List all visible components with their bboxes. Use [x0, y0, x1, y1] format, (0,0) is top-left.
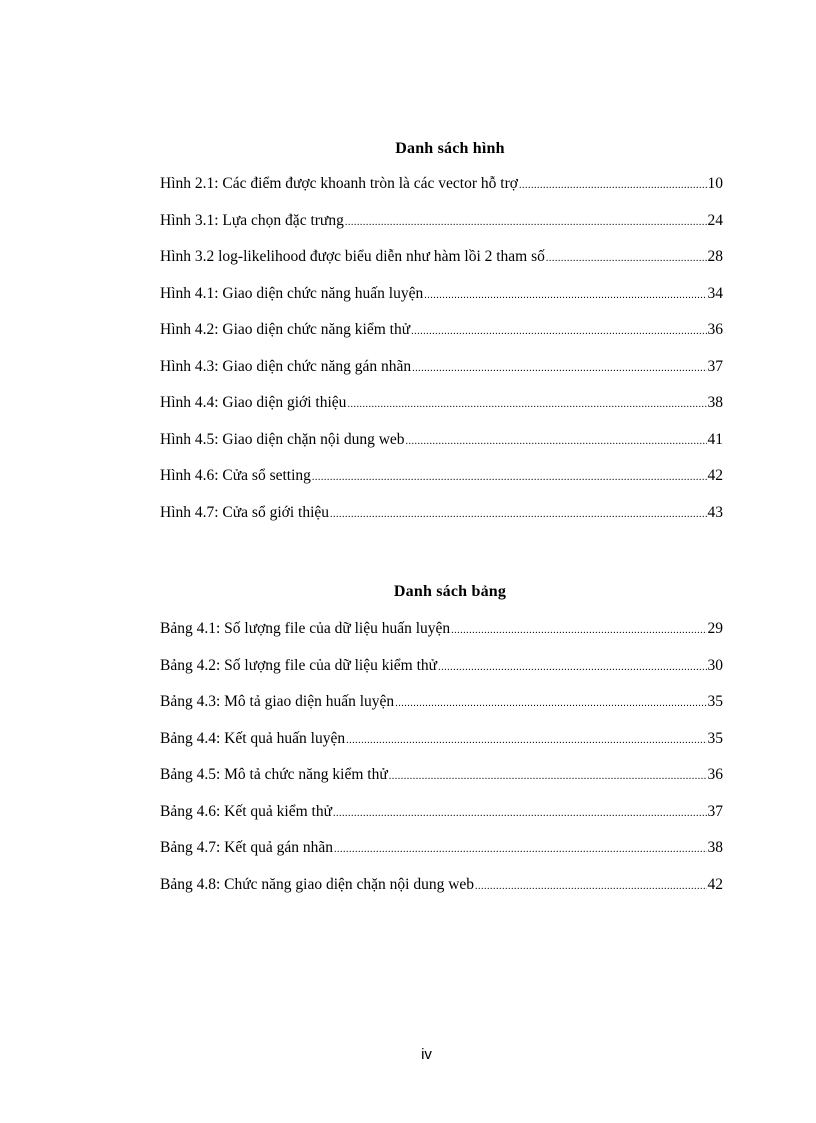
dot-leader — [412, 363, 706, 374]
entry-page: 43 — [707, 503, 723, 521]
entry-page: 37 — [707, 357, 723, 375]
dot-leader — [333, 808, 707, 819]
entry-page: 35 — [707, 729, 723, 747]
table-entry — [160, 693, 723, 730]
figure-entry — [160, 321, 723, 358]
entry-label: Hình 4.3: Giao diện chức năng gán nhãn — [160, 357, 412, 375]
dot-leader — [334, 844, 706, 855]
dot-leader — [451, 625, 706, 636]
entry-page: 29 — [707, 620, 723, 637]
entry-label: Hình 4.4: Giao diện giới thiệu — [160, 394, 347, 411]
entry-page: 38 — [707, 839, 723, 856]
entry-page: 28 — [707, 248, 723, 265]
entry-label: Bảng 4.2: Số lượng file của dữ liệu kiểm thử — [160, 656, 438, 674]
dot-leader — [546, 253, 707, 264]
figure-entry — [160, 431, 723, 468]
entry-label: Hình 4.7: Cửa sổ giới thiệu — [160, 503, 330, 521]
figure-entry — [160, 467, 723, 504]
table-entry — [160, 876, 723, 913]
entry-page: 30 — [707, 656, 723, 674]
dot-leader — [424, 290, 706, 301]
entry-page: 37 — [707, 802, 723, 820]
tables-list-title: Danh sách bảng — [393, 583, 507, 600]
dot-leader — [346, 735, 706, 746]
table-entry — [160, 766, 723, 803]
entry-label: Hình 4.2: Giao diện chức năng kiểm thử — [160, 321, 411, 338]
entry-label: Bảng 4.3: Mô tả giao diện huấn luyện — [160, 693, 395, 710]
entry-label: Bảng 4.1: Số lượng file của dữ liệu huấn luyện — [160, 620, 451, 637]
dot-leader — [345, 217, 707, 228]
figure-entry — [160, 358, 723, 395]
figures-list-title: Danh sách hình — [395, 140, 505, 157]
entry-page: 41 — [707, 430, 723, 448]
figure-entry — [160, 248, 723, 285]
dot-leader — [330, 509, 706, 520]
entry-label: Hình 4.6: Cửa sổ setting — [160, 467, 311, 484]
figure-entry — [160, 212, 723, 249]
entry-page: 36 — [707, 766, 723, 783]
entry-page: 42 — [707, 875, 723, 893]
table-entry — [160, 730, 723, 767]
entry-page: 42 — [707, 467, 723, 484]
table-entry — [160, 803, 723, 840]
figure-entry — [160, 285, 723, 322]
dot-leader — [389, 771, 707, 782]
entry-label: Bảng 4.5: Mô tả chức năng kiểm thử — [160, 766, 388, 783]
figure-entry — [160, 394, 723, 431]
entry-label: Hình 3.2 log-likelihood được biểu diễn như hàm lồi 2 tham số — [160, 248, 545, 265]
table-entry — [160, 839, 723, 876]
dot-leader — [475, 881, 706, 892]
figures-list — [160, 175, 723, 540]
dot-leader — [312, 472, 707, 483]
entry-label: Bảng 4.6: Kết quả kiểm thử — [160, 802, 332, 820]
entry-label: Bảng 4.4: Kết quả huấn luyện — [160, 729, 346, 747]
entry-label: Bảng 4.8: Chức năng giao diện chặn nội dung web — [160, 875, 475, 893]
entry-label: Bảng 4.7: Kết quả gán nhãn — [160, 839, 334, 856]
entry-page: 34 — [707, 284, 723, 302]
table-entry — [160, 620, 723, 657]
entry-page: 24 — [707, 211, 723, 229]
dot-leader — [406, 436, 707, 447]
dot-leader — [411, 326, 706, 337]
entry-label: Hình 2.1: Các điểm được khoanh tròn là các vector hỗ trợ — [160, 175, 518, 192]
tables-list — [160, 620, 723, 912]
dot-leader — [519, 180, 707, 191]
entry-label: Hình 4.1: Giao diện chức năng huấn luyện — [160, 284, 424, 302]
figure-entry — [160, 504, 723, 541]
entry-label: Hình 4.5: Giao diện chặn nội dung web — [160, 430, 405, 448]
entry-page: 35 — [707, 693, 723, 710]
page-number: iv — [421, 1046, 432, 1063]
dot-leader — [347, 399, 706, 410]
entry-page: 10 — [707, 175, 723, 192]
figure-entry — [160, 175, 723, 212]
table-entry — [160, 657, 723, 694]
dot-leader — [438, 662, 706, 673]
entry-page: 38 — [707, 394, 723, 411]
entry-page: 36 — [707, 321, 723, 338]
entry-label: Hình 3.1: Lựa chọn đặc trưng — [160, 211, 344, 229]
dot-leader — [395, 698, 706, 709]
